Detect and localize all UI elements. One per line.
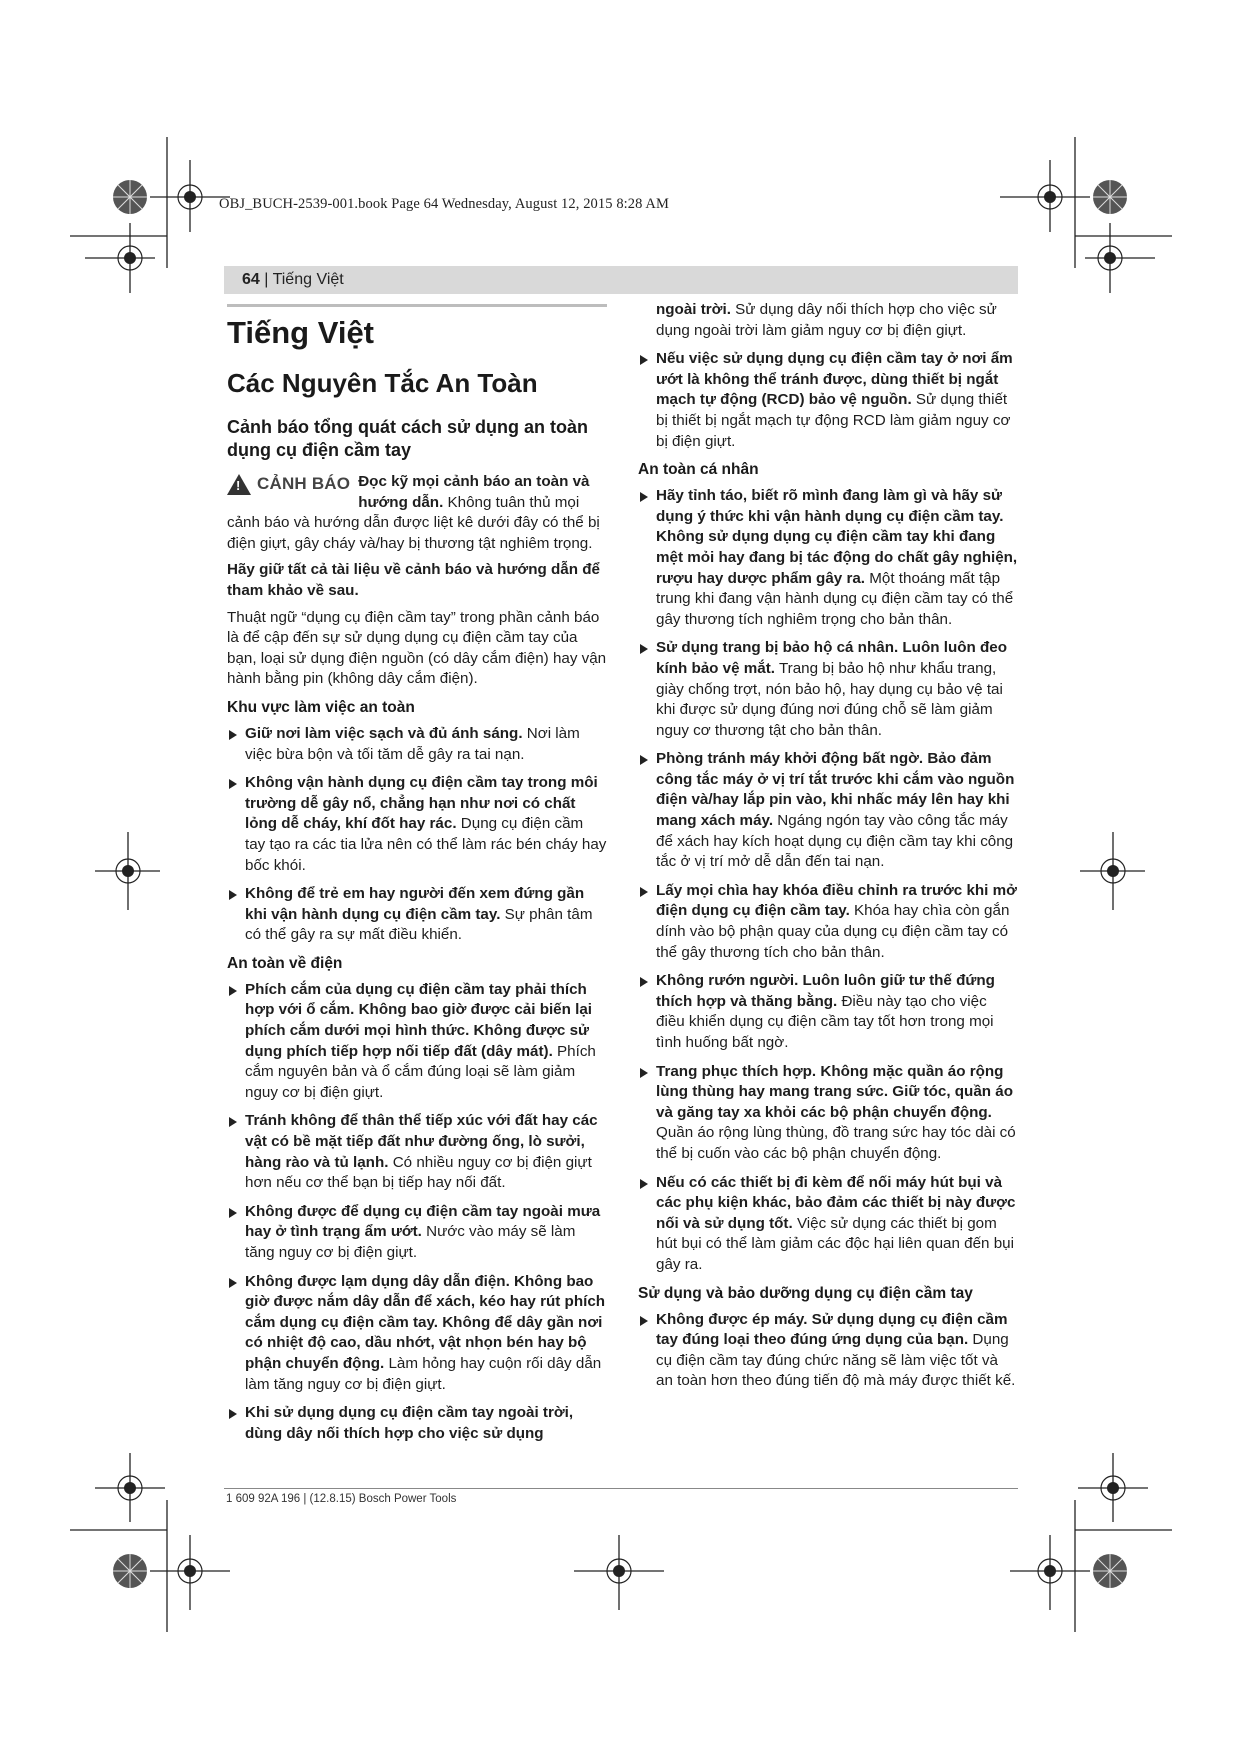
item-text: Có nhiều nguy cơ bị điện giựt hơn nếu cơ thể bạn bị tiếp hay nối đất.	[245, 1153, 592, 1192]
item-text: Dụng cụ điện cầm tay tạo ra các tia lửa nên có thể làm rác bén cháy hay bốc khói.	[245, 815, 607, 874]
item-bold: Khi sử dụng dụng cụ điện cầm tay ngoài trời, dùng dây nối thích hợp cho việc sử dụng	[245, 1404, 574, 1442]
list-item	[638, 349, 1018, 452]
item-text: Nước vào máy sẽ làm tăng nguy cơ bị điện giựt.	[245, 1223, 576, 1261]
item-bold: Hãy tỉnh táo, biết rõ mình đang làm gì và hãy sử dụng ý thức khi vận hành dụng cụ điện cầm tay. Không sử dụng dụng cụ điện cầm tay khi đang mệt mỏi hay đang bị tác động do chất gây nghiện, rượu hay dược phẩm gây ra.	[656, 487, 1018, 587]
item-text: Sử dụng thiết bị thiết bị ngắt mạch tự động RCD làm giảm nguy cơ bị điện giựt.	[656, 391, 1011, 450]
item-text: Sử dụng dây nối thích hợp cho việc sử dụng ngoài trời làm giảm nguy cơ bị điện giựt.	[656, 301, 997, 339]
item-text: Làm hỏng hay cuộn rối dây dẫn làm tăng nguy cơ bị điện giựt.	[245, 1354, 602, 1393]
page-title: Tiếng Việt	[227, 315, 375, 350]
item-bold: Không được để dụng cụ điện cầm tay ngoài mưa hay ở tình trạng ẩm ướt.	[245, 1202, 601, 1241]
list-item	[227, 980, 607, 1104]
item-text: Điều này tạo cho việc điều khiển dụng cụ điện cầm tay tốt hơn trong mọi tình huống bất ngờ.	[656, 992, 994, 1051]
bullet-triangle-icon	[640, 1179, 648, 1189]
item-text: Dụng cụ điện cầm tay đúng chức năng sẽ làm việc tốt và an toàn hơn theo đúng tiến độ mà máy được thiết kế.	[656, 1331, 1016, 1390]
item-bold: Nếu việc sử dụng dụng cụ điện cầm tay ở nơi ẩm ướt là không thể tránh được, dùng thiết bị ngắt mạch tự động (RCD) bảo vệ nguồn.	[656, 350, 1013, 409]
list-item	[227, 1272, 607, 1396]
item-bold: Không vận hành dụng cụ điện cầm tay trong môi trường dễ gây nổ, chẳng hạn như nơi có chất lỏng dễ cháy, khí đốt hay rác.	[245, 774, 598, 833]
right-column	[638, 300, 1018, 1400]
bullet-triangle-icon	[229, 1117, 237, 1127]
list-item	[638, 971, 1018, 1053]
section-title: Các Nguyên Tắc An Toàn	[227, 368, 538, 398]
item-bold: ngoài trời.	[656, 301, 731, 318]
list-item	[227, 1111, 607, 1193]
item-bold: Không được ép máy. Sử dụng dụng cụ điện cầm tay đúng loại theo đúng ứng dụng của bạn.	[656, 1310, 1008, 1349]
item-text: Một thoáng mất tập trung khi đang vận hành dụng cụ điện cầm tay có thể gây thương tích nghiêm trọng cho bản thân.	[656, 569, 1014, 628]
item-bold: Không được lạm dụng dây dẫn điện. Không bao giờ được nắm dây dẫn để xách, kéo hay rút phích cắm dụng cụ điện cầm tay. Không để dây gần nơi có nhiệt độ cao, dầu nhớt, vật nhọn bén hay bộ phận chuyển động.	[245, 1272, 606, 1372]
bullet-triangle-icon	[640, 887, 648, 897]
item-text: Việc sử dụng các thiết bị gom hút bụi có thể làm giảm các độc hại liên quan đến bụi gây ra.	[656, 1214, 1014, 1273]
item-bold: Sử dụng trang bị bảo hộ cá nhân. Luôn luôn đeo kính bảo vệ mắt.	[656, 639, 1008, 677]
bullet-triangle-icon	[640, 1316, 648, 1326]
item-bold: Phích cắm của dụng cụ điện cầm tay phải thích hợp với ổ cắm. Không bao giờ được cải biến lại phích cắm dưới mọi hình thức. Không được sử dụng phích tiếp hợp nối tiếp đất (dây mát).	[245, 980, 593, 1060]
bullet-triangle-icon	[229, 1208, 237, 1218]
warning-bold: Đọc kỹ mọi cảnh báo an toàn và hướng dẫn.	[358, 473, 590, 511]
item-bold: Phòng tránh máy khởi động bất ngờ. Bảo đảm công tắc máy ở vị trí tắt trước khi cắm vào nguồn điện và/hay lắp pin vào, khi nhấc máy lên hay khi mang xách máy.	[656, 750, 1015, 830]
list-item	[227, 884, 607, 946]
slug-line: OBJ_BUCH-2539-001.book Page 64 Wednesday, August 12, 2015 8:28 AM	[219, 196, 669, 212]
list-item	[638, 638, 1018, 741]
bullet-triangle-icon	[640, 1068, 648, 1078]
page-number: 64	[242, 271, 260, 288]
footer-text: 1 609 92A 196 | (12.8.15) Bosch Power Tools	[226, 1493, 457, 1505]
list-item	[638, 1310, 1018, 1392]
list-item	[638, 749, 1018, 873]
warning-word: CẢNH BÁO	[257, 474, 351, 494]
item-bold: Trang phục thích hợp. Không mặc quần áo rộng lùng thùng hay mang trang sức. Giữ tóc, quần áo và găng tay xa khỏi các bộ phận chuyển động.	[656, 1062, 1013, 1121]
item-bold: Lấy mọi chìa hay khóa điều chỉnh ra trước khi mở điện dụng cụ điện cầm tay.	[656, 881, 1017, 920]
bullet-triangle-icon	[229, 730, 237, 740]
list-item	[227, 1202, 607, 1264]
bullet-triangle-icon	[640, 977, 648, 987]
warning-triangle-icon: !	[227, 474, 251, 495]
bullet-triangle-icon	[640, 355, 648, 365]
running-header: 64 | Tiếng Việt	[242, 271, 344, 288]
item-text: Trang bị bảo hộ như khẩu trang, giày chống trợt, nón bảo hộ, hay dụng cụ bảo vệ tai khi được sử dụng đúng nơi đúng chỗ sẽ làm giảm nguy cơ thương tật cho bản thân.	[656, 659, 1003, 739]
item-text: Quần áo rộng lùng thùng, đồ trang sức hay tóc dài có thể bị cuốn vào các bộ phận chuyển động.	[656, 1124, 1016, 1162]
list-item	[638, 1173, 1018, 1276]
list-item	[638, 881, 1018, 963]
bullet-triangle-icon	[640, 492, 648, 502]
electrical-heading: An toàn về điện	[227, 954, 343, 972]
item-text: Phích cắm nguyên bản và ổ cắm đúng loại sẽ làm giảm nguy cơ bị điện giựt.	[245, 1042, 596, 1101]
item-bold: Không để trẻ em hay người đến xem đứng gần khi vận hành dụng cụ điện cầm tay.	[245, 885, 585, 923]
warning-text: Không tuân thủ mọi cảnh báo và hướng dẫn được liệt kê dưới đây có thể bị điện giựt, gây cháy và/hay bị thương tật nghiêm trọng.	[227, 493, 600, 552]
column-rule	[227, 304, 607, 307]
list-item	[227, 724, 607, 765]
bullet-triangle-icon	[229, 1278, 237, 1288]
warning-badge	[227, 474, 350, 495]
bullet-triangle-icon	[229, 1409, 237, 1419]
list-item	[638, 486, 1018, 630]
list-item	[227, 1403, 607, 1444]
keep-docs-note: Hãy giữ tất cả tài liệu về cảnh báo và hướng dẫn để tham khảo về sau.	[227, 561, 600, 599]
work-area-heading: Khu vực làm việc an toàn	[227, 698, 415, 716]
footer-rule	[224, 1488, 1018, 1489]
warning-paragraph	[227, 472, 607, 554]
personal-heading: An toàn cá nhân	[638, 461, 759, 479]
item-bold: Không rướn người. Luôn luôn giữ tư thế đứng thích hợp và thăng bằng.	[656, 972, 995, 1010]
item-text: Sự phân tâm có thể gây ra sự mất điều khiển.	[245, 905, 593, 944]
header-section: Tiếng Việt	[272, 271, 344, 288]
list-item-continued	[638, 300, 1018, 341]
list-item	[227, 773, 607, 876]
item-text: Nơi làm việc bừa bộn và tối tăm dễ gây ra tai nạn.	[245, 724, 580, 763]
bullet-triangle-icon	[640, 755, 648, 765]
bullet-triangle-icon	[229, 779, 237, 789]
item-bold: Nếu có các thiết bị đi kèm để nối máy hút bụi và các phụ kiện khác, bảo đảm các thiết bị này được nối và sử dụng tốt.	[656, 1173, 1016, 1232]
item-bold: Tránh không để thân thể tiếp xúc với đất hay các vật có bề mặt tiếp đất như đường ống, lò sưởi, hàng rào và tủ lạnh.	[245, 1112, 598, 1171]
list-item	[638, 1062, 1018, 1165]
item-text: Khóa hay chìa còn gắn dính vào bộ phận quay của dụng cụ điện cầm tay có thể gây thương tích cho bản thân.	[656, 902, 1010, 961]
term-paragraph: Thuật ngữ “dụng cụ điện cầm tay” trong phần cảnh báo là để cập đến sự sử dụng dụng cụ điện cầm tay của bạn, loại sử dụng điện nguồn (có dây cắm điện) hay vận hành bằng pin (không dây cắm điện).	[227, 608, 607, 688]
item-text: Ngáng ngón tay vào công tắc máy để xách hay kích hoạt dụng cụ điện cầm tay khi công tắc ở vị trí mở dễ dẫn đến tai nạn.	[656, 812, 1014, 871]
item-bold: Giữ nơi làm việc sạch và đủ ánh sáng.	[245, 724, 523, 742]
bullet-triangle-icon	[229, 890, 237, 900]
bullet-triangle-icon	[229, 986, 237, 996]
subsection-title: Cảnh báo tổng quát cách sử dụng an toàn dụng cụ điện cầm tay	[227, 417, 589, 460]
use-care-heading: Sử dụng và bảo dưỡng dụng cụ điện cầm tay	[638, 1284, 973, 1302]
bullet-triangle-icon	[640, 644, 648, 654]
left-column	[227, 298, 607, 1452]
